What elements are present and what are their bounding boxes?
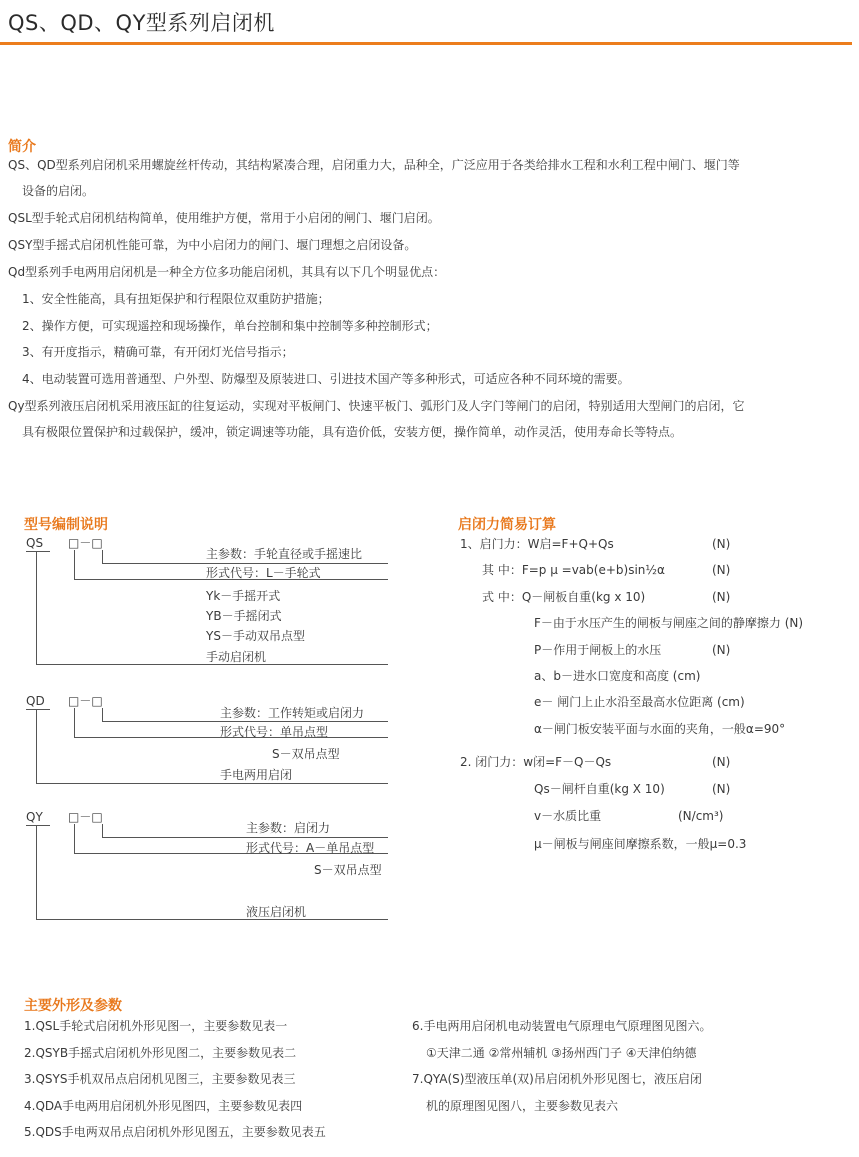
- intro-line: 设备的启闭。: [22, 184, 95, 198]
- connector: [102, 550, 103, 564]
- qy-param: 液压启闭机: [246, 905, 307, 919]
- qd-param: S－双吊点型: [272, 747, 340, 761]
- calc-line: 2. 闭门力：w闭=F－Q－Qs: [460, 755, 612, 769]
- qd-param: 形式代号：单吊点型: [220, 725, 329, 739]
- params-left-item: 5.QDS手电两双吊点启闭机外形见图五，主要参数见表五: [24, 1125, 326, 1139]
- intro-line: Qy型系列液压启闭机采用液压缸的往复运动，实现对平板闸门、快速平板门、弧形门及人字门等闸门的启闭，特别适用大型闸门的启闭，它: [8, 399, 745, 413]
- connector: [102, 824, 103, 838]
- qy-code-underline: [26, 825, 50, 826]
- params-left-item: 3.QSYS手机双吊点启闭机见图三，主要参数见表三: [24, 1072, 296, 1086]
- qy-param: S－双吊点型: [314, 863, 382, 877]
- calc-line: Qs－闸杆自重(kg X 10): [534, 782, 665, 796]
- intro-line: 4、电动装置可选用普通型、户外型、防爆型及原装进口、引进技术国产等多种形式，可适应各种不同环境的需要。: [22, 372, 630, 386]
- qs-param: YS－手动双吊点型: [206, 629, 305, 643]
- qs-box-group: [68, 535, 103, 551]
- intro-line: QSY型手摇式启闭机性能可靠，为中小启闭力的闸门、堰门理想之启闭设备。: [8, 238, 417, 252]
- qs-param: 主参数：手轮直径或手摇速比: [206, 547, 363, 561]
- box-glyph: □: [68, 536, 80, 550]
- box-glyph: □: [68, 810, 80, 824]
- calc-heading: 启闭力简易订算: [458, 517, 556, 533]
- intro-heading: 简介: [8, 139, 36, 155]
- calc-line: e－ 闸门上止水沿至最高水位距离 (cm): [534, 695, 745, 709]
- calc-line: a、b－进水口宽度和高度 (cm): [534, 669, 701, 683]
- params-right-item: ①天津二通 ②常州辅机 ③扬州西门子 ④天津伯纳德: [426, 1046, 697, 1060]
- calc-unit: (N/cm³): [678, 809, 724, 823]
- intro-line: 3、有开度指示，精确可靠，有开闭灯光信号指示；: [22, 345, 294, 359]
- qs-param: 形式代号：L－手轮式: [206, 566, 321, 580]
- dash-glyph: －: [79, 536, 92, 550]
- params-right-item: 6.手电两用启闭机电动装置电气原理电气原理图见图六。: [412, 1019, 712, 1033]
- qy-param: 形式代号：A－单吊点型: [246, 841, 375, 855]
- dash-glyph: －: [79, 694, 92, 708]
- qy-param: 主参数：启闭力: [246, 821, 331, 835]
- title-rule: [0, 42, 852, 45]
- calc-unit: (N): [712, 537, 731, 551]
- connector: [74, 824, 75, 854]
- qd-param: 主参数：工作转矩或启闭力: [220, 706, 365, 720]
- page-title: QS、QD、QY型系列启闭机: [8, 11, 275, 35]
- qd-param: 手电两用启闭: [220, 768, 293, 782]
- calc-unit: (N): [712, 643, 731, 657]
- calc-line: F－由于水压产生的闸板与闸座之间的静摩擦力 (N): [534, 616, 804, 630]
- qy-code: QY: [26, 810, 43, 824]
- connector: [36, 552, 37, 665]
- qs-param: YB－手摇闭式: [206, 609, 282, 623]
- qs-code: QS: [26, 536, 44, 550]
- connector: [102, 837, 388, 838]
- calc-line: μ－闸板与闸座间摩擦系数，一般μ=0.3: [534, 837, 747, 851]
- connector: [74, 550, 75, 580]
- calc-unit: (N): [712, 782, 731, 796]
- intro-line: QSL型手轮式启闭机结构简单，使用维护方便，常用于小启闭的闸门、堰门启闭。: [8, 211, 440, 225]
- params-heading: 主要外形及参数: [24, 998, 122, 1014]
- qy-box-group: [68, 809, 103, 825]
- connector: [36, 664, 388, 665]
- params-left-item: 1.QSL手轮式启闭机外形见图一，主要参数见表一: [24, 1019, 288, 1033]
- connector: [36, 919, 388, 920]
- params-left-item: 4.QDA手电两用启闭机外形见图四，主要参数见表四: [24, 1099, 303, 1113]
- intro-line: 2、操作方便，可实现遥控和现场操作，单台控制和集中控制等多种控制形式；: [22, 319, 438, 333]
- params-right-item: 7.QYA(S)型液压单(双)吊启闭机外形见图七，液压启闭: [412, 1072, 702, 1086]
- calc-line: α－闸门板安装平面与水面的夹角，一般α=90°: [534, 722, 786, 736]
- intro-line: 具有极限位置保护和过载保护，缓冲，锁定调速等功能，具有造价低，安装方便，操作简单，动作灵活，使用寿命长等特点。: [22, 425, 683, 439]
- dash-glyph: －: [79, 810, 92, 824]
- box-glyph: □: [91, 536, 103, 550]
- qs-code-underline: [26, 551, 50, 552]
- model-heading: 型号编制说明: [24, 517, 108, 533]
- calc-unit: (N): [712, 563, 731, 577]
- qd-box-group: [68, 693, 103, 709]
- qs-param: Yk－手摇开式: [206, 589, 281, 603]
- connector: [102, 708, 103, 722]
- calc-line: P－作用于闸板上的水压: [534, 643, 662, 657]
- calc-line: 其 中：F=p μ =vab(e+b)sin½α: [482, 563, 665, 577]
- qd-code-underline: [26, 709, 50, 710]
- qd-code: QD: [26, 694, 45, 708]
- calc-unit: (N): [712, 590, 731, 604]
- connector: [102, 721, 388, 722]
- calc-line: v－水质比重: [534, 809, 602, 823]
- intro-line: Qd型系列手电两用启闭机是一种全方位多功能启闭机，其具有以下几个明显优点：: [8, 265, 446, 279]
- params-left-item: 2.QSYB手摇式启闭机外形见图二，主要参数见表二: [24, 1046, 297, 1060]
- box-glyph: □: [91, 810, 103, 824]
- intro-line: 1、安全性能高，具有扭矩保护和行程限位双重防护措施；: [22, 292, 330, 306]
- connector: [36, 826, 37, 920]
- connector: [102, 563, 388, 564]
- connector: [74, 708, 75, 738]
- qs-param: 手动启闭机: [206, 650, 267, 664]
- calc-line: 1、启门力：W启=F+Q+Qs: [460, 537, 614, 551]
- calc-line: 式 中：Q－闸板自重(kg x 10): [482, 590, 646, 604]
- intro-line: QS、QD型系列启闭机采用螺旋丝杆传动，其结构紧凑合理，启闭重力大，品种全，广泛应用于各类给排水工程和水利工程中闸门、堰门等: [8, 158, 740, 172]
- calc-unit: (N): [712, 755, 731, 769]
- box-glyph: □: [68, 694, 80, 708]
- params-right-item: 机的原理图见图八，主要参数见表六: [426, 1099, 619, 1113]
- connector: [36, 783, 388, 784]
- connector: [36, 710, 37, 784]
- box-glyph: □: [91, 694, 103, 708]
